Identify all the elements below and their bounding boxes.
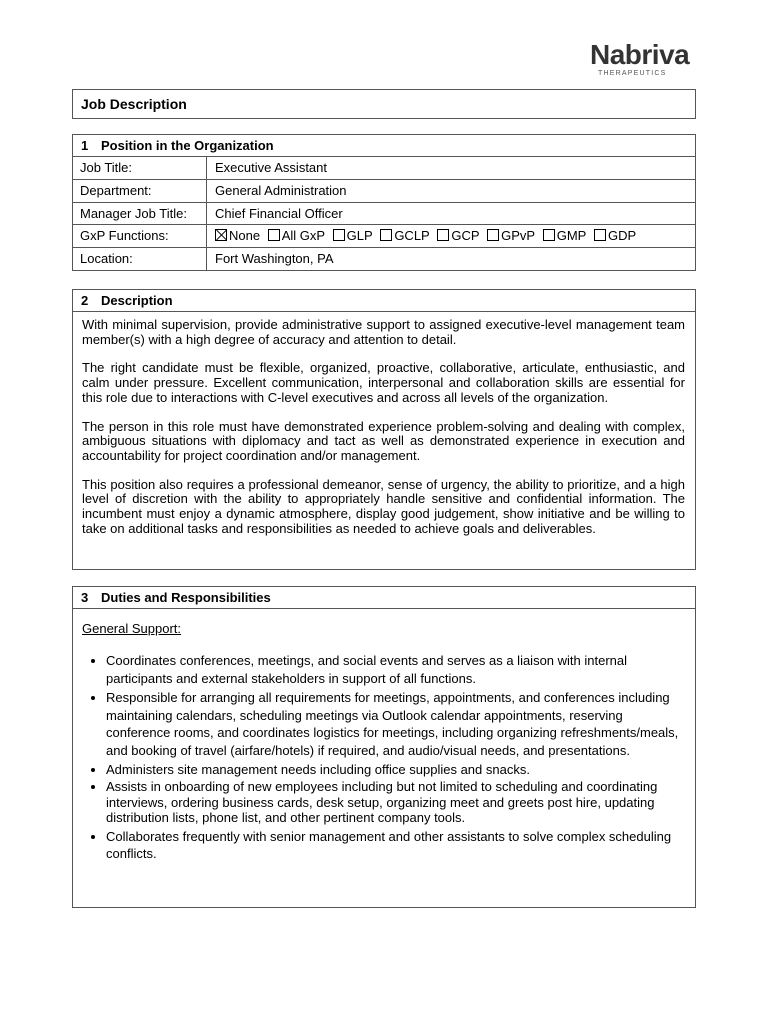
list-item: • Assists in onboarding of new employees including but not limited to scheduling and coordinating interviews, ordering business cards, desk setup, organizing meet and greets post hire, updating distribution lists, phone list, and other pertinent company tools. <box>106 779 685 826</box>
section-heading: Position in the Organization <box>101 138 274 153</box>
checkbox-none[interactable] <box>215 229 227 241</box>
list-item: • Coordinates conferences, meetings, and social events and serves as a liaison with internal participants and external stakeholders in support of all functions. <box>106 652 685 687</box>
checkbox-gdp[interactable] <box>594 229 606 241</box>
checkbox-label: None <box>229 228 261 244</box>
section-number: 1 <box>81 138 89 153</box>
list-item: • Responsible for arranging all requirements for meetings, appointments, and conferences including maintaining calendars, scheduling meetings via Outlook calendar appointments, reserving conference rooms, and coordinates logistics for meetings, including organizing refreshments/meals, and booking of travel (airfare/hotels) if required, and audio/visual needs, and presentations. <box>106 689 685 759</box>
checkbox-gcp[interactable] <box>437 229 449 241</box>
table-row <box>73 180 695 203</box>
field-label: Department: <box>73 180 207 202</box>
field-value: Executive Assistant <box>215 160 327 175</box>
section-title <box>73 290 695 312</box>
subheading: General Support: <box>82 621 182 636</box>
checkbox-all-gxp[interactable] <box>268 229 280 241</box>
table-row <box>73 225 695 248</box>
gxp-option <box>333 228 373 243</box>
table-row <box>73 248 695 271</box>
gxp-option <box>268 228 325 243</box>
section-heading: Description <box>101 293 173 308</box>
field-label: GxP Functions: <box>73 225 207 247</box>
checkbox-label: GDP <box>607 228 637 244</box>
checkbox-label: All GxP <box>281 228 326 244</box>
field-label: Location: <box>73 248 207 271</box>
duties-list <box>82 652 685 863</box>
description-paragraph: This position also requires a professional demeanor, sense of urgency, the ability to prioritize, and a high level of discretion with the ability to appropriately handle sensitive and confidential information. The incumbent must enjoy a dynamic atmosphere, display good judgement, show initiative and be willing to take on additional tasks and responsibilities as needed to achieve goals and deliverables. <box>82 476 685 536</box>
field-value: Chief Financial Officer <box>215 205 343 221</box>
description-paragraph: The right candidate must be flexible, organized, proactive, collaborative, articulate, enthusiastic, and calm under pressure. Excellent communication, interpersonal and collaboration skills are essential for this role due to interactions with C-level executives and across all levels of the organization. <box>82 360 685 405</box>
field-value: General Administration <box>215 182 347 198</box>
field-value: Fort Washington, PA <box>215 251 334 266</box>
job-description-header <box>72 89 696 119</box>
gxp-option <box>215 228 260 243</box>
logo-wordmark: Nabriva <box>590 39 690 70</box>
checkbox-label: GCLP <box>394 228 430 244</box>
checkbox-label: GCP <box>451 228 480 244</box>
section-heading: Duties and Responsibilities <box>101 590 271 605</box>
duties-section <box>72 586 696 908</box>
checkbox-label: GLP <box>346 228 373 244</box>
checkbox-gclp[interactable] <box>380 229 392 241</box>
section-number: 2 <box>81 293 89 308</box>
table-row <box>73 157 695 180</box>
section-title <box>73 135 695 157</box>
gxp-options <box>207 225 695 247</box>
checkbox-gpvp[interactable] <box>487 229 499 241</box>
list-item: • Administers site management needs including office supplies and snacks. <box>106 762 685 778</box>
gxp-option <box>487 228 535 243</box>
duties-body <box>73 609 695 863</box>
gxp-option <box>437 228 479 243</box>
company-logo <box>590 40 700 80</box>
description-paragraph: The person in this role must have demonstrated experience problem-solving and dealing with complex, ambiguous situations with diplomacy and tact as well as demonstrated experience in execution and accountability for project coordination and/or management. <box>82 418 685 463</box>
position-section <box>72 134 696 271</box>
description-body <box>73 312 695 536</box>
checkbox-label: GPvP <box>501 228 536 244</box>
description-section <box>72 289 696 570</box>
checkbox-gmp[interactable] <box>543 229 555 241</box>
field-label: Manager Job Title: <box>73 203 207 225</box>
gxp-option <box>594 228 636 243</box>
description-paragraph: With minimal supervision, provide administrative support to assigned executive-level management team member(s) with a high degree of accuracy and attention to detail. <box>82 317 685 347</box>
checkbox-label: GMP <box>556 228 587 244</box>
section-title <box>73 587 695 609</box>
gxp-option <box>543 228 587 243</box>
list-item: • Collaborates frequently with senior management and other assistants to solve complex scheduling conflicts. <box>106 828 685 863</box>
field-label: Job Title: <box>73 157 207 179</box>
table-row <box>73 203 695 226</box>
logo-tagline: THERAPEUTICS <box>598 70 667 77</box>
gxp-option <box>380 228 429 243</box>
section-number: 3 <box>81 590 89 605</box>
checkbox-glp[interactable] <box>333 229 345 241</box>
page-title: Job Description <box>81 96 187 112</box>
